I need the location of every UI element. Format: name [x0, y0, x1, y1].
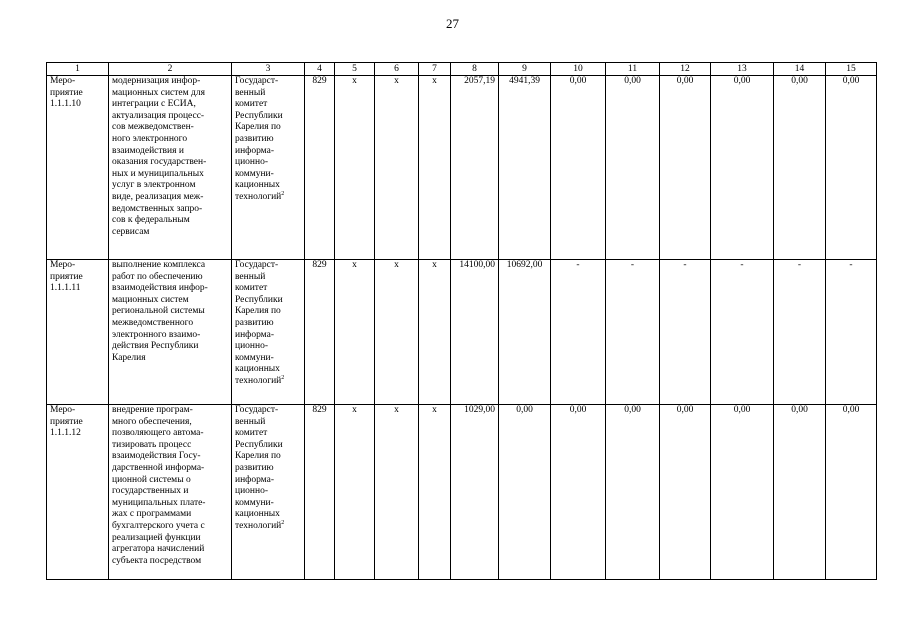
cell-col-7: x [419, 405, 451, 580]
cell-col-11: 0,00 [606, 405, 660, 580]
cell-col-12: 0,00 [660, 76, 711, 260]
activity-name: Меро- приятие 1.1.1.11 [50, 260, 83, 294]
cell-col-8: 14100,00 [451, 260, 499, 405]
column-header: 8 [451, 63, 499, 76]
column-header: 4 [305, 63, 335, 76]
executor-cell [232, 76, 305, 260]
column-header: 13 [711, 63, 774, 76]
description-cell [109, 260, 232, 405]
activity-name-cell [47, 405, 109, 580]
cell-col-10: - [551, 260, 606, 405]
page-number: 27 [446, 16, 459, 31]
activity-description: модернизация инфор- мационных систем для интеграции с ЕСИА, актуализация процесс- сов межведомствен- ного электронного взаимодействия и оказания государствен- ных и муниципальных услуг в электронном виде, реализация меж- ведомственных запро- сов к федеральным сервисам [112, 76, 207, 237]
column-header: 6 [375, 63, 419, 76]
header-row [47, 63, 877, 76]
column-header: 2 [109, 63, 232, 76]
table-row [47, 260, 877, 405]
column-header: 14 [774, 63, 826, 76]
cell-col-15: 0,00 [826, 76, 877, 260]
column-header: 11 [606, 63, 660, 76]
cell-col-11: 0,00 [606, 76, 660, 260]
table-row [47, 405, 877, 580]
cell-col-8: 2057,19 [451, 76, 499, 260]
column-header: 7 [419, 63, 451, 76]
activity-name-cell [47, 260, 109, 405]
cell-col-14: 0,00 [774, 76, 826, 260]
cell-col-15: 0,00 [826, 405, 877, 580]
column-header: 9 [499, 63, 551, 76]
cell-col-4: 829 [305, 76, 335, 260]
cell-col-8: 1029,00 [451, 405, 499, 580]
activity-name-cell [47, 76, 109, 260]
column-header: 10 [551, 63, 606, 76]
cell-col-5: x [335, 260, 375, 405]
cell-col-13: 0,00 [711, 76, 774, 260]
cell-col-10: 0,00 [551, 76, 606, 260]
executor-name: Государст- венный комитет Республики Карелия по развитию информа- ционно- коммуни- кационных технологий [235, 405, 283, 531]
column-header: 12 [660, 63, 711, 76]
footnote-marker: 2 [281, 374, 285, 381]
cell-col-14: - [774, 260, 826, 405]
executor-name: Государст- венный комитет Республики Карелия по развитию информа- ционно- коммуни- кационных технологий [235, 260, 283, 386]
column-header: 3 [232, 63, 305, 76]
cell-col-14: 0,00 [774, 405, 826, 580]
column-header: 15 [826, 63, 877, 76]
cell-col-7: x [419, 260, 451, 405]
cell-col-4: 829 [305, 260, 335, 405]
cell-col-5: x [335, 405, 375, 580]
budget-table [46, 62, 877, 580]
footnote-marker: 2 [281, 190, 285, 197]
table-row [47, 76, 877, 260]
activity-description: внедрение програм- много обеспечения, позволяющего автома- тизировать процесс взаимодействия Госу- дарственной информа- ционной системы о государственных и муниципальных плате- жах с программами бухгалтерского учета с реализацией функции агрегатора начислений субъекта посредством [112, 405, 206, 566]
activity-description: выполнение комплекса работ по обеспечению взаимодействия инфор- мационных систем региональной системы межведомственного электронного взаимо- действия Республики Карелия [112, 260, 208, 363]
cell-col-6: x [375, 76, 419, 260]
cell-col-12: - [660, 260, 711, 405]
executor-name: Государст- венный комитет Республики Карелия по развитию информа- ционно- коммуни- кационных технологий [235, 76, 283, 202]
cell-col-10: 0,00 [551, 405, 606, 580]
cell-col-11: - [606, 260, 660, 405]
cell-col-5: x [335, 76, 375, 260]
cell-col-4: 829 [305, 405, 335, 580]
description-cell [109, 76, 232, 260]
cell-col-15: - [826, 260, 877, 405]
cell-col-13: - [711, 260, 774, 405]
cell-col-12: 0,00 [660, 405, 711, 580]
executor-cell [232, 405, 305, 580]
cell-col-6: x [375, 260, 419, 405]
cell-col-9: 0,00 [499, 405, 551, 580]
executor-cell [232, 260, 305, 405]
cell-col-9: 4941,39 [499, 76, 551, 260]
activity-name: Меро- приятие 1.1.1.12 [50, 405, 83, 439]
column-header: 5 [335, 63, 375, 76]
description-cell [109, 405, 232, 580]
cell-col-13: 0,00 [711, 405, 774, 580]
column-header: 1 [47, 63, 109, 76]
cell-col-6: x [375, 405, 419, 580]
footnote-marker: 2 [281, 519, 285, 526]
cell-col-7: x [419, 76, 451, 260]
cell-col-9: 10692,00 [499, 260, 551, 405]
activity-name: Меро- приятие 1.1.1.10 [50, 76, 83, 110]
